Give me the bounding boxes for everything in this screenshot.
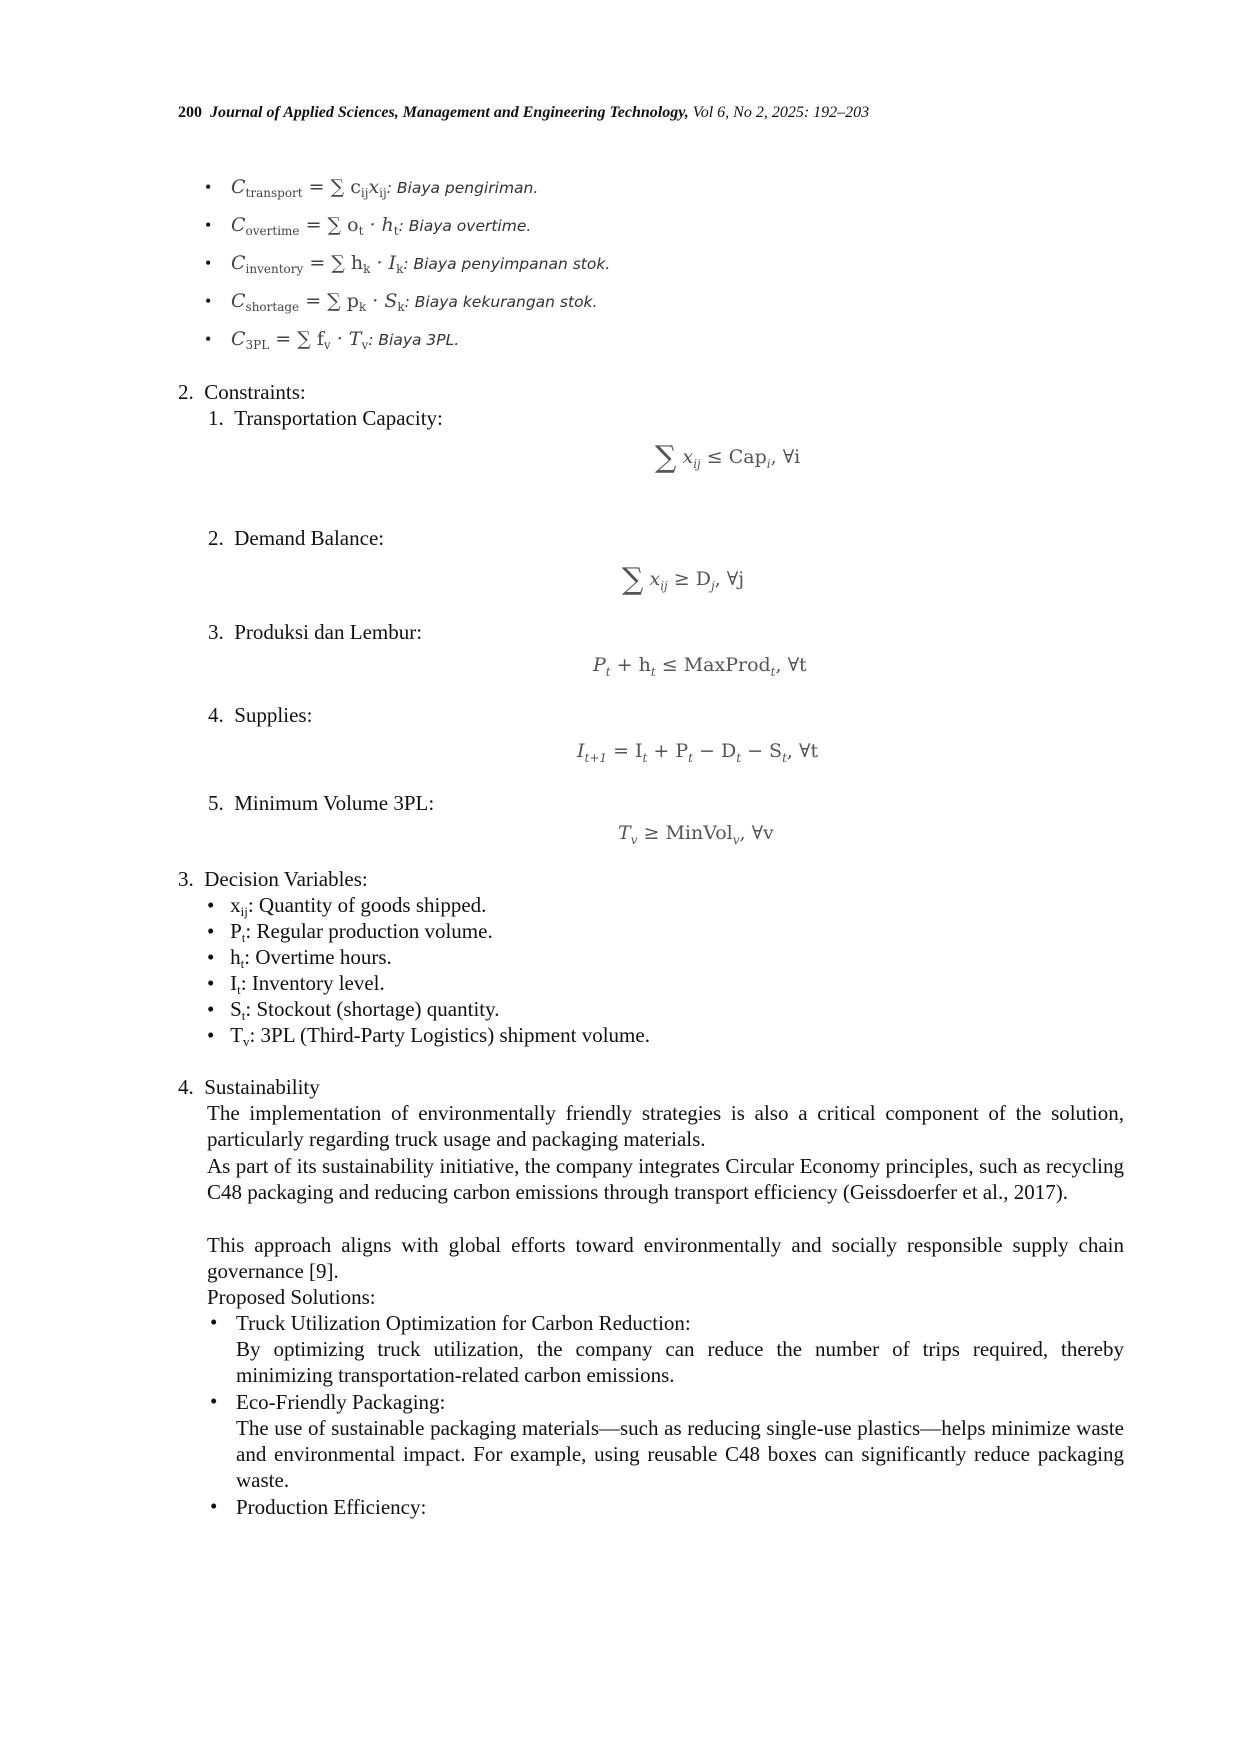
cost-rhs-tail-sub: ij bbox=[379, 186, 387, 200]
item-label: Minimum Volume 3PL: bbox=[234, 791, 435, 815]
formula-supplies bbox=[577, 740, 818, 765]
formula-demand-balance bbox=[622, 562, 744, 597]
cost-item bbox=[205, 286, 905, 324]
formula-tail: , ∀i bbox=[770, 446, 801, 468]
cost-description: : Biaya overtime. bbox=[398, 217, 532, 235]
formula-sub: t bbox=[736, 751, 742, 765]
section-number: 2. bbox=[178, 380, 194, 404]
cost-rhs-tail: x bbox=[368, 176, 380, 198]
proposed-solutions-label: Proposed Solutions: bbox=[207, 1285, 376, 1309]
cost-symbol: C bbox=[231, 252, 246, 274]
cost-rhs: = ∑ o bbox=[305, 214, 359, 236]
cost-item bbox=[205, 172, 905, 210]
variable-description: : Regular production volume. bbox=[245, 919, 493, 943]
formula-sub: ij bbox=[693, 457, 701, 471]
decision-variable-item: • xij: Quantity of goods shipped. bbox=[207, 893, 487, 919]
variable-subscript: v bbox=[242, 1034, 250, 1049]
cost-rhs-tail: · T bbox=[330, 328, 362, 350]
variable-symbol: P bbox=[230, 919, 242, 943]
variable-symbol: x bbox=[230, 893, 241, 917]
constraint-item-production bbox=[208, 619, 422, 645]
variable-description: : 3PL (Third-Party Logistics) shipment volume. bbox=[249, 1023, 650, 1047]
decision-variable-item: • Tv: 3PL (Third-Party Logistics) shipment volume. bbox=[207, 1023, 650, 1049]
variable-description: : Inventory level. bbox=[240, 971, 385, 995]
section-title: Constraints: bbox=[204, 380, 306, 404]
section-constraints-heading bbox=[178, 379, 306, 405]
cost-rhs: = ∑ f bbox=[275, 328, 324, 350]
formula-sub: t bbox=[650, 665, 656, 679]
solution-title-packaging: Eco-Friendly Packaging: bbox=[236, 1390, 446, 1414]
constraint-item-demand bbox=[208, 525, 384, 551]
cost-description: : Biaya penyimpanan stok. bbox=[403, 255, 611, 273]
section-title: Sustainability bbox=[204, 1075, 320, 1099]
formula-sub: v bbox=[732, 833, 740, 847]
formula-tail: , ∀t bbox=[786, 740, 819, 762]
variable-subscript: t bbox=[241, 930, 246, 945]
cost-rhs-tail: · h bbox=[363, 214, 394, 236]
variable-subscript: t bbox=[237, 982, 241, 997]
variable-subscript: t bbox=[241, 1008, 246, 1023]
section-sustainability-heading bbox=[178, 1074, 320, 1100]
formula-tail: , ∀j bbox=[714, 568, 745, 590]
variable-description: : Quantity of goods shipped. bbox=[247, 893, 487, 917]
cost-description: : Biaya 3PL. bbox=[368, 331, 460, 349]
cost-rhs: = ∑ h bbox=[309, 252, 364, 274]
solution-text-packaging: The use of sustainable packaging materials—such as reducing single-use plastics—helps minimize waste and environmental impact. For example, using reusable C48 boxes can significantly reduce packaging waste. bbox=[236, 1416, 1124, 1493]
bullet-dot: • bbox=[210, 1310, 218, 1334]
variable-description: : Overtime hours. bbox=[244, 945, 392, 969]
cost-rhs-sub: t bbox=[358, 224, 364, 238]
formula-var: x bbox=[682, 446, 694, 468]
solution-title-production: Production Efficiency: bbox=[236, 1495, 427, 1519]
cost-item bbox=[205, 324, 905, 362]
cost-rhs-sub: v bbox=[323, 338, 331, 352]
variable-subscript: t bbox=[240, 956, 245, 971]
cost-rhs-tail: · S bbox=[366, 290, 398, 312]
running-header bbox=[178, 104, 869, 122]
formula-term: + h bbox=[610, 654, 651, 676]
cost-components-list bbox=[205, 172, 905, 362]
bullet-dot: • bbox=[205, 291, 212, 311]
bullet-dot: • bbox=[210, 1389, 218, 1413]
item-label: Supplies: bbox=[234, 703, 313, 727]
cost-rhs: = ∑ c bbox=[308, 176, 361, 198]
formula-var: T bbox=[618, 822, 631, 844]
formula-sub: i bbox=[766, 457, 771, 471]
formula-rel: ≥ D bbox=[667, 568, 711, 590]
cost-subscript: shortage bbox=[245, 300, 300, 314]
sustainability-paragraph-1: The implementation of environmentally friendly strategies is also a critical component of the solution, particularly regarding truck usage and packaging materials. bbox=[207, 1101, 1124, 1152]
cost-rhs-sub: k bbox=[363, 262, 371, 276]
sigma-symbol: ∑ bbox=[622, 562, 644, 597]
item-number: 3. bbox=[208, 620, 224, 644]
item-label: Produksi dan Lembur: bbox=[234, 620, 423, 644]
cost-subscript: inventory bbox=[245, 262, 304, 276]
cost-item bbox=[205, 248, 905, 286]
cost-rhs-tail-sub: k bbox=[396, 262, 404, 276]
section-title: Decision Variables: bbox=[204, 867, 368, 891]
formula-var: I bbox=[577, 740, 585, 762]
formula-tail: , ∀t bbox=[775, 654, 807, 676]
constraint-item-supplies bbox=[208, 702, 312, 728]
cost-subscript: transport bbox=[245, 186, 303, 200]
solution-title-truck: Truck Utilization Optimization for Carbon Reduction: bbox=[236, 1311, 691, 1335]
formula-sub: t bbox=[605, 665, 611, 679]
formula-sub: t bbox=[642, 751, 648, 765]
cost-rhs-tail-sub: v bbox=[361, 338, 369, 352]
decision-variable-item: • Pt: Regular production volume. bbox=[207, 919, 493, 945]
formula-sub: t bbox=[782, 751, 787, 765]
bullet-dot: • bbox=[205, 215, 212, 235]
formula-sub: t+1 bbox=[584, 751, 608, 765]
bullet-dot: • bbox=[210, 1494, 218, 1518]
cost-symbol: C bbox=[231, 328, 246, 350]
sustainability-paragraph-3: This approach aligns with global efforts toward environmentally and socially responsible supply chain governance [9]. bbox=[207, 1233, 1124, 1284]
variable-symbol: I bbox=[230, 971, 238, 995]
formula-term: + P bbox=[647, 740, 689, 762]
sigma-symbol: ∑ bbox=[655, 440, 677, 475]
formula-min-volume-3pl bbox=[618, 822, 774, 847]
constraint-item-transport bbox=[208, 405, 443, 431]
variable-symbol: T bbox=[230, 1023, 243, 1047]
formula-sub: t bbox=[770, 665, 776, 679]
formula-var: x bbox=[649, 568, 661, 590]
cost-symbol: C bbox=[231, 214, 246, 236]
decision-variable-item: • It: Inventory level. bbox=[207, 971, 385, 997]
formula-term: − S bbox=[741, 740, 783, 762]
formula-tail: , ∀v bbox=[739, 822, 774, 844]
journal-name: Journal of Applied Sciences, Management and Engineering Technology, bbox=[210, 104, 689, 121]
formula-term: − D bbox=[693, 740, 737, 762]
formula-production-overtime bbox=[593, 654, 807, 679]
cost-rhs-tail-sub: k bbox=[397, 300, 405, 314]
variable-description: : Stockout (shortage) quantity. bbox=[245, 997, 500, 1021]
formula-sub: j bbox=[710, 579, 715, 593]
item-label: Demand Balance: bbox=[234, 526, 385, 550]
cost-description: : Biaya pengiriman. bbox=[386, 179, 539, 197]
cost-subscript: overtime bbox=[245, 224, 300, 238]
variable-symbol: h bbox=[230, 945, 241, 969]
bullet-dot: • bbox=[205, 329, 212, 349]
item-label: Transportation Capacity: bbox=[234, 406, 443, 430]
section-decision-heading bbox=[178, 866, 368, 892]
cost-rhs-tail-sub: t bbox=[393, 224, 399, 238]
sustainability-paragraph-2: As part of its sustainability initiative, the company integrates Circular Economy principles, such as recycling C48 packaging and reducing carbon emissions through transport efficiency (Geissdoerfer et al., 2017). bbox=[207, 1154, 1124, 1205]
journal-volume: Vol 6, No 2, 2025: 192–203 bbox=[692, 104, 870, 121]
solution-text-truck: By optimizing truck utilization, the company can reduce the number of trips required, thereby minimizing transportation-related carbon emissions. bbox=[236, 1337, 1124, 1388]
decision-variable-item: • ht: Overtime hours. bbox=[207, 945, 392, 971]
item-number: 4. bbox=[208, 703, 224, 727]
bullet-dot: • bbox=[205, 253, 212, 273]
cost-rhs-sub: ij bbox=[360, 186, 369, 200]
page-number: 200 bbox=[178, 104, 202, 121]
formula-sub: v bbox=[630, 833, 638, 847]
formula-sub: ij bbox=[660, 579, 668, 593]
variable-subscript: ij bbox=[240, 904, 248, 919]
item-number: 5. bbox=[208, 791, 224, 815]
cost-rhs-tail: · I bbox=[370, 252, 397, 274]
constraint-item-min-volume bbox=[208, 790, 434, 816]
cost-rhs-sub: k bbox=[358, 300, 367, 314]
formula-rel: ≤ Cap bbox=[700, 446, 767, 468]
formula-term: ≥ MinVol bbox=[637, 822, 733, 844]
section-number: 3. bbox=[178, 867, 194, 891]
cost-rhs: = ∑ p bbox=[305, 290, 359, 312]
section-number: 4. bbox=[178, 1075, 194, 1099]
cost-symbol: C bbox=[231, 176, 246, 198]
item-number: 1. bbox=[208, 406, 224, 430]
cost-subscript: 3PL bbox=[245, 338, 270, 352]
cost-item bbox=[205, 210, 905, 248]
cost-symbol: C bbox=[231, 290, 246, 312]
formula-term: = I bbox=[607, 740, 643, 762]
formula-term: ≤ MaxProd bbox=[655, 654, 771, 676]
item-number: 2. bbox=[208, 526, 224, 550]
formula-sub: t bbox=[688, 751, 693, 765]
bullet-dot: • bbox=[205, 177, 212, 197]
formula-var: P bbox=[593, 654, 606, 676]
cost-description: : Biaya kekurangan stok. bbox=[404, 293, 598, 311]
formula-transport-capacity bbox=[655, 440, 800, 475]
decision-variable-item: • St: Stockout (shortage) quantity. bbox=[207, 997, 500, 1023]
variable-symbol: S bbox=[230, 997, 242, 1021]
